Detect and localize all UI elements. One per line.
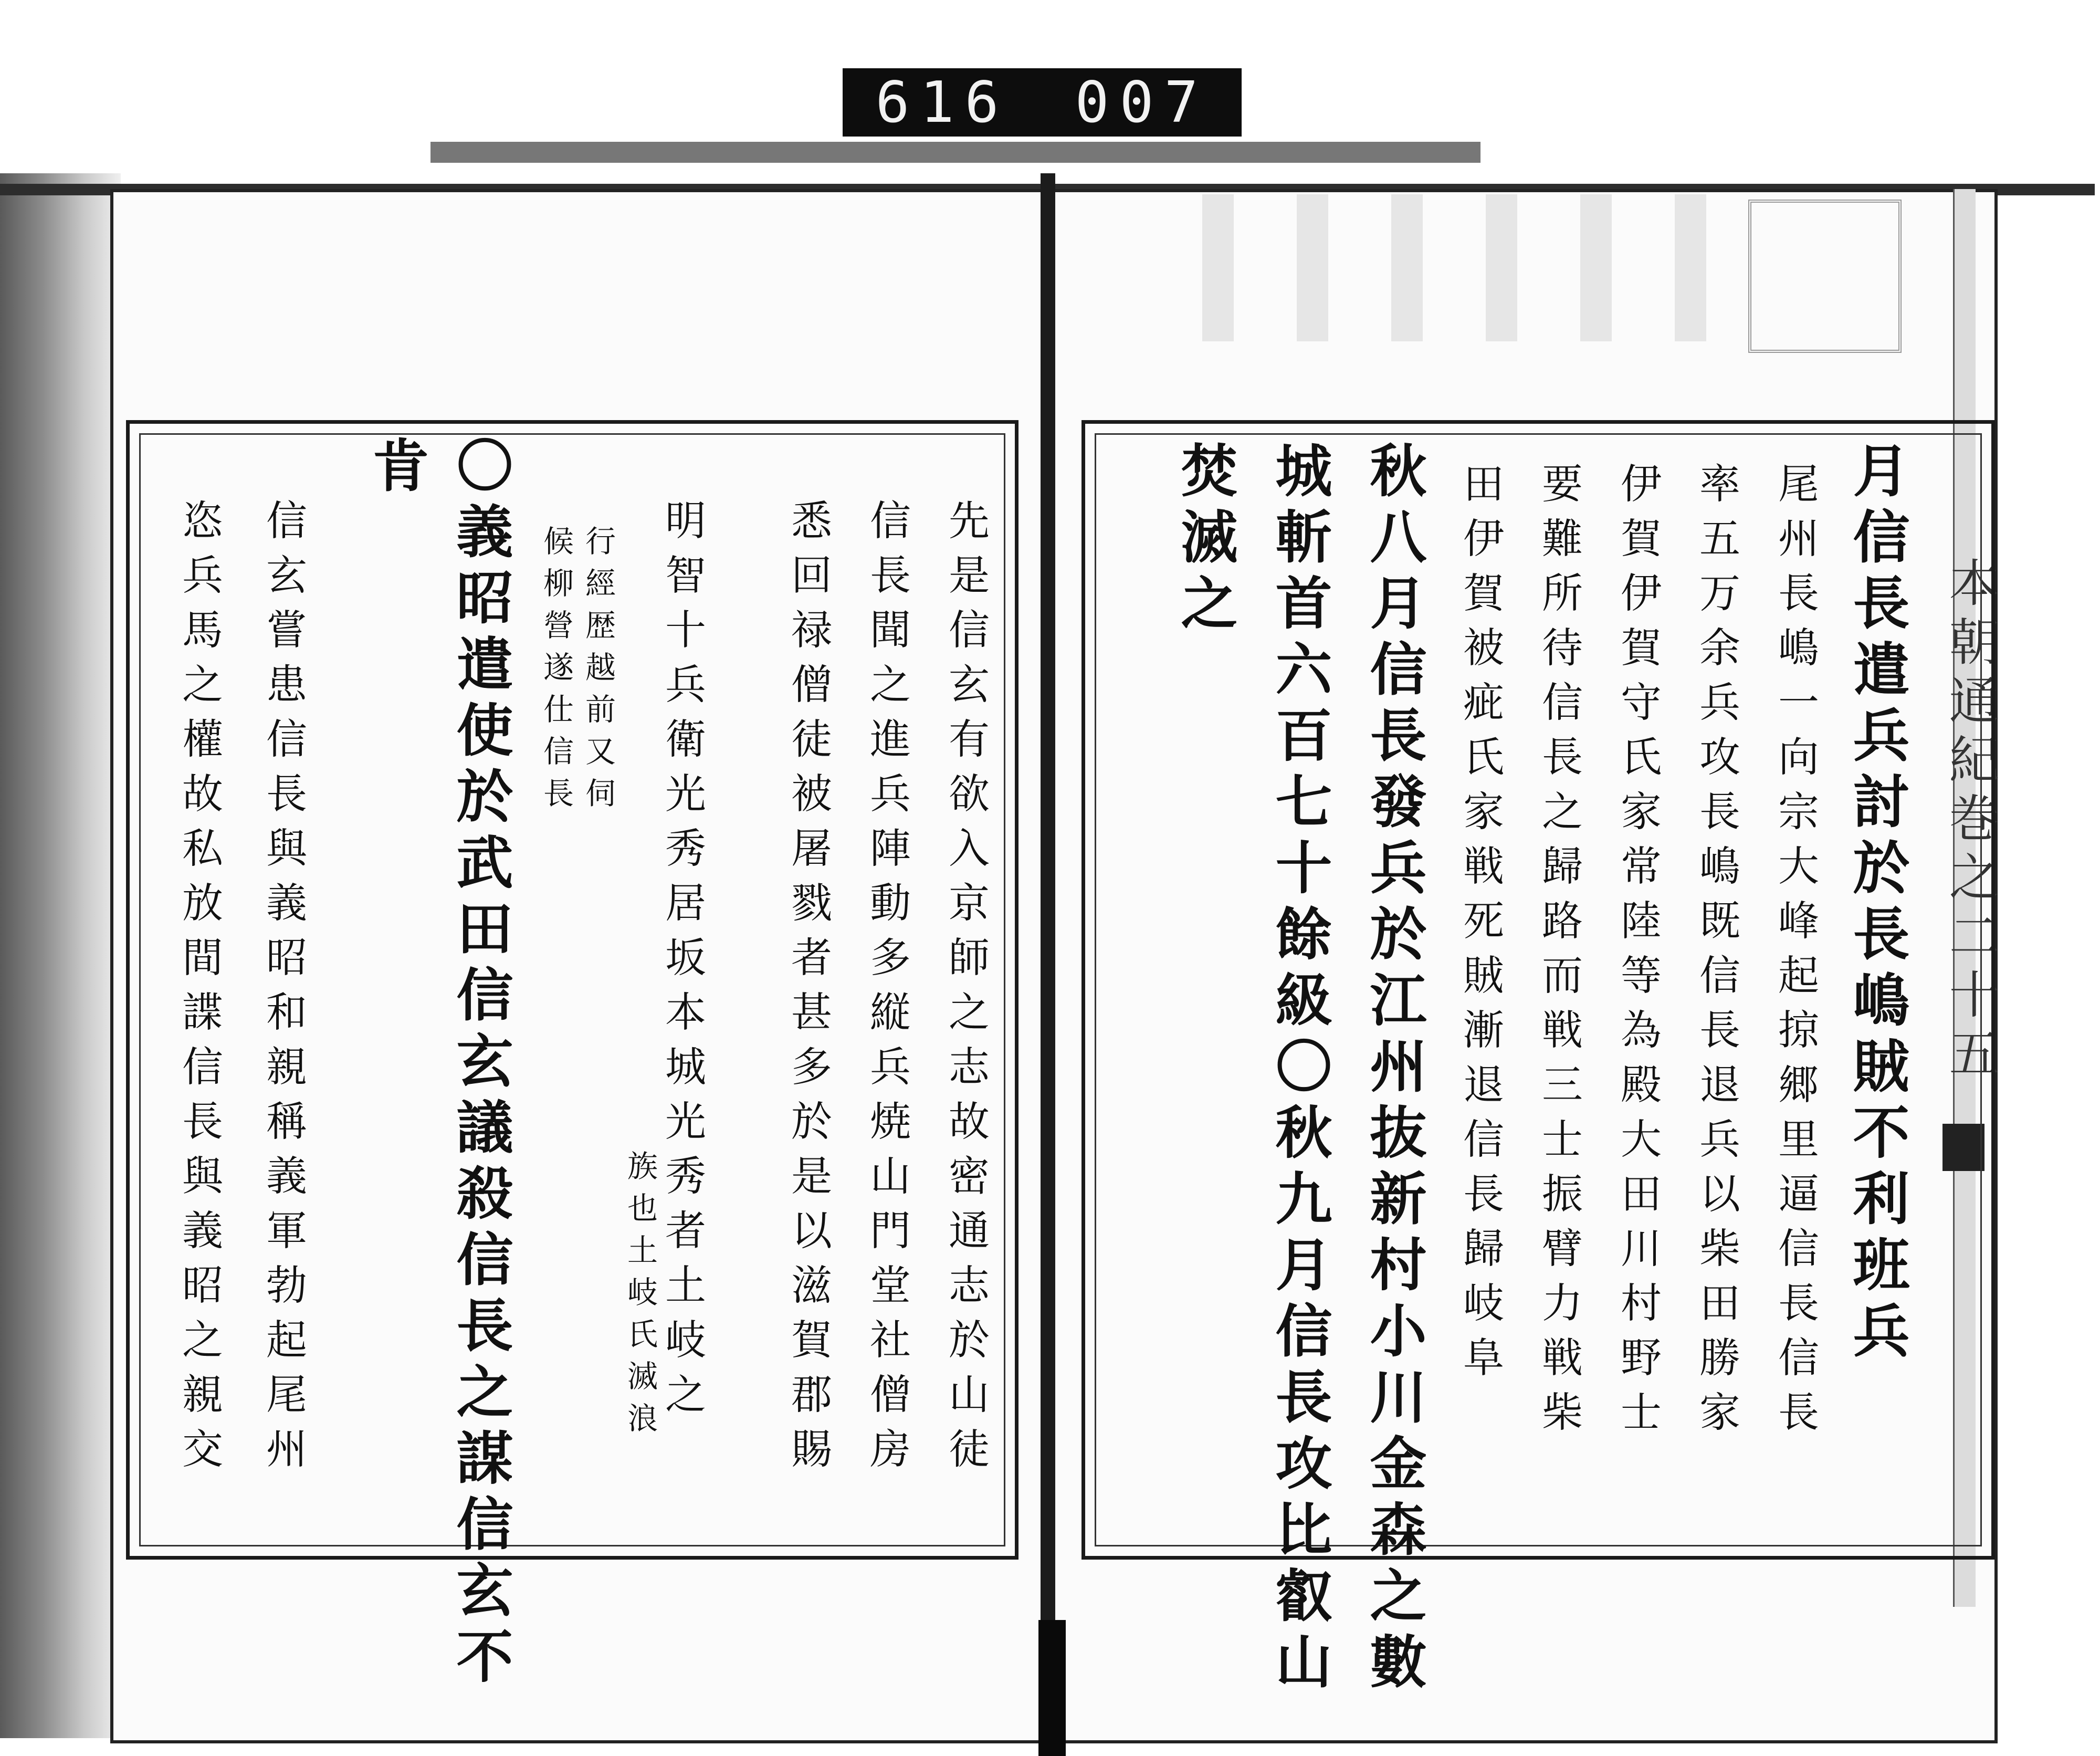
text-column: 明智十兵衛光秀居坂本城光秀者土岐之 — [658, 499, 706, 1427]
text-column: 焚滅之 — [1171, 441, 1237, 640]
text-column: 要難所待信長之歸路而戦三士振臂力戦柴 — [1535, 462, 1582, 1445]
seal-stamp — [1748, 200, 1902, 353]
top-gray-band — [430, 142, 1480, 163]
faded-show-through-text — [1139, 194, 1717, 341]
volume-header: 本朝通紀巻之二十五 — [1941, 557, 2000, 1086]
text-column: 城斬首六百七十餘級〇秋九月信長攻比叡山 — [1266, 441, 1332, 1698]
text-column: 肯 — [363, 436, 429, 502]
frame-number: 007 — [1075, 69, 1209, 135]
text-column: 信玄嘗患信長與義昭和親稱義軍勃起尾州 — [259, 499, 307, 1482]
annotation-column: 行經歴越前又伺 — [580, 525, 616, 819]
text-column: 〇義昭遣使於武田信玄議殺信長之謀信玄不 — [447, 436, 513, 1693]
text-column: 信長聞之進兵陣動多縦兵焼山門堂社僧房 — [863, 499, 910, 1482]
annotation-column: 族也土岐氏滅浪 — [622, 1150, 658, 1444]
text-column: 月信長遣兵討於長嶋賊不利班兵 — [1843, 441, 1909, 1367]
text-column: 秋八月信長發兵於江州抜新村小川金森之數 — [1360, 441, 1426, 1698]
reel-frame-label — [843, 68, 1242, 137]
text-column: 田伊賀被疵氏家戦死賊漸退信長歸岐阜 — [1456, 462, 1504, 1391]
text-column: 恣兵馬之權故私放間諜信長與義昭之親交 — [175, 499, 223, 1482]
reel-number: 616 — [875, 69, 1010, 135]
text-column: 率五万余兵攻長嶋既信長退兵以柴田勝家 — [1693, 462, 1740, 1445]
text-column: 尾州長嶋一向宗大峰起掠郷里逼信長信長 — [1771, 462, 1819, 1445]
annotation-column: 候柳營遂仕信長 — [538, 525, 574, 819]
text-column: 悉回禄僧徒被屠戮者甚多於是以滋賀郡賜 — [784, 499, 832, 1482]
book-spine — [1041, 173, 1055, 1749]
page-edge-shadow — [0, 173, 121, 1738]
spine-bottom-block — [1038, 1620, 1066, 1756]
text-column: 先是信玄有欲入京師之志故密通志於山徒 — [942, 499, 989, 1482]
text-column: 伊賀伊賀守氏家常陸等為殿大田川村野士 — [1614, 462, 1661, 1445]
